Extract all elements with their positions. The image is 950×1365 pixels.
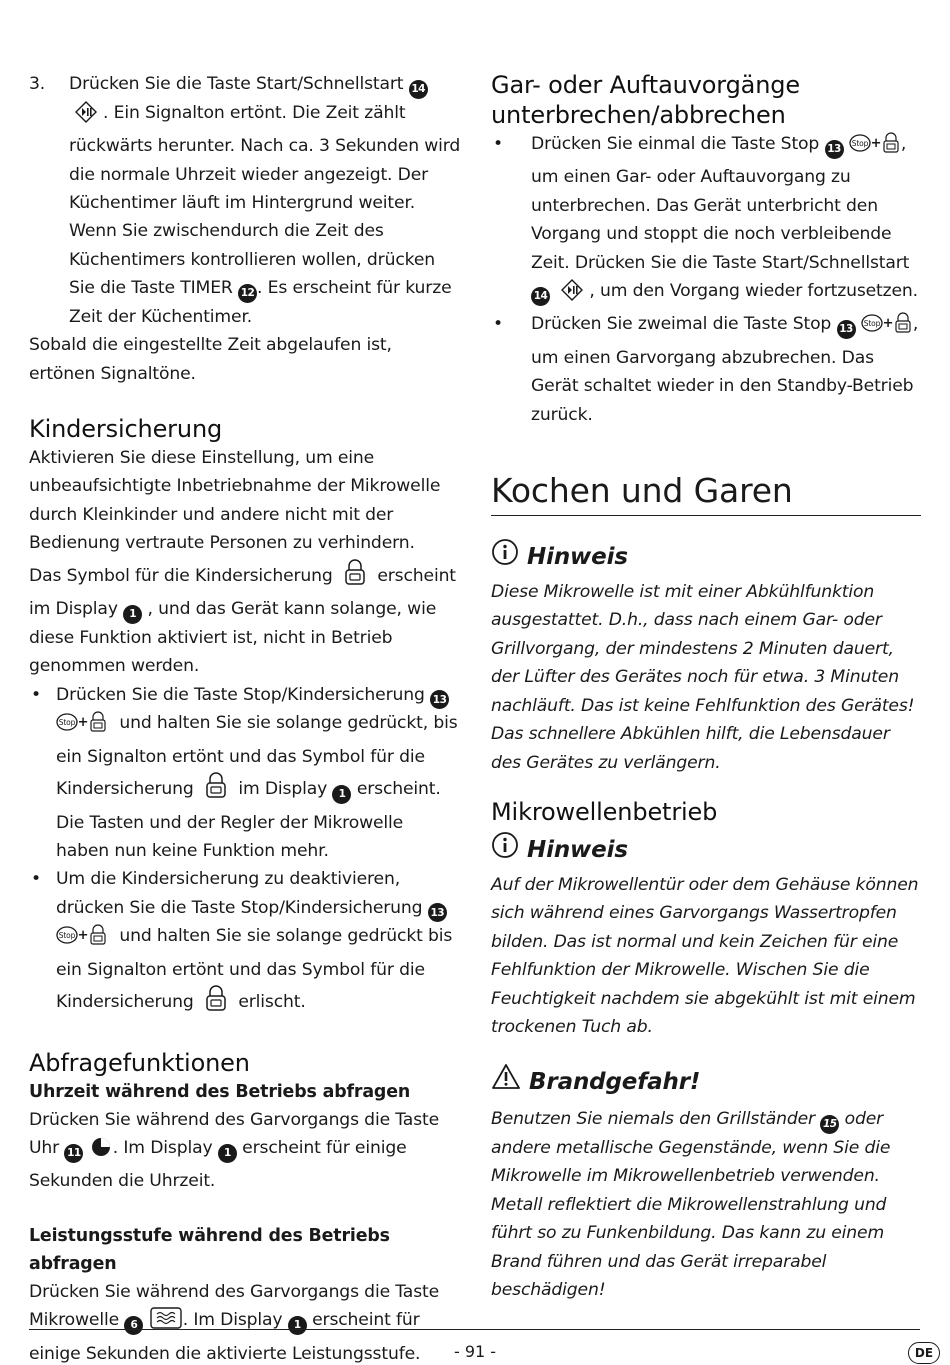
svg-text:+: + bbox=[77, 715, 89, 731]
kinder-p2: Das Symbol für die Kindersicherung erscheint im Display 1 , und das Gerät kann solange, wie diese Funktion aktiviert ist, nicht in Betrieb genommen werden. bbox=[29, 558, 461, 681]
svg-text:+: + bbox=[77, 928, 89, 944]
svg-text:Stop: Stop bbox=[58, 718, 76, 728]
leistung-text: Drücken Sie während des Garvorgangs die Taste Mikrowelle 6 . Im Display 1 erscheint für einige Sekunden die aktivierte Leistungsstufe. bbox=[29, 1281, 440, 1364]
ref-badge: 1 bbox=[332, 785, 351, 804]
ref-badge: 13 bbox=[825, 140, 844, 159]
step-number: 3. bbox=[29, 74, 46, 94]
stop-lock-icon bbox=[861, 312, 913, 343]
footer-divider bbox=[29, 1329, 920, 1330]
hint-text: Auf der Mikrowellentür oder dem Gehäuse können sich während eines Garvorgangs Wassertropfen bilden. Das ist normal und kein Zeichen für eine Fehlfunktion der Mikrowelle. Wischen Sie die Feuchtigkeit nachdem sie abgekühlt ist mit einem trockenen Tuch ab. bbox=[491, 874, 919, 1037]
clock-icon bbox=[89, 1136, 113, 1167]
hint-title: Hinweis bbox=[491, 538, 921, 576]
svg-text:+: + bbox=[882, 316, 894, 332]
gar-list bbox=[491, 130, 921, 429]
ref-badge: 12 bbox=[238, 284, 257, 303]
start-diamond-icon bbox=[69, 101, 103, 132]
right-column bbox=[491, 70, 921, 1304]
ref-badge: 13 bbox=[430, 690, 449, 709]
step-3 bbox=[29, 70, 461, 331]
hint-title: Hinweis bbox=[491, 831, 921, 869]
ref-badge: 13 bbox=[428, 903, 447, 922]
warning-triangle-icon bbox=[491, 1063, 521, 1101]
svg-text:Stop: Stop bbox=[863, 319, 881, 329]
step-3-text-2: Wenn Sie zwischendurch die Zeit des Küchentimers kontrollieren wollen, drücken Sie die Taste TIMER 12 . Es erscheint für kurze Zeit der Küchentimer. bbox=[69, 221, 452, 327]
lock-icon bbox=[205, 771, 227, 808]
ref-badge: 6 bbox=[124, 1316, 143, 1335]
svg-text:Stop: Stop bbox=[58, 931, 76, 941]
svg-text:Stop: Stop bbox=[851, 139, 869, 148]
abfragefunktionen-heading: Abfragefunktionen bbox=[29, 1048, 250, 1077]
left-column bbox=[29, 70, 461, 1365]
ref-badge: 14 bbox=[531, 287, 550, 306]
uhrzeit-subheading: Uhrzeit während des Betriebs abfragen bbox=[29, 1081, 411, 1102]
list-item: • Um die Kindersicherung zu deaktivieren, drücken Sie die Taste Stop/Kindersicherung 13 Stop + und halten Sie sie solange gedrückt bis ein Signalton ertönt und das Symbol für die Kindersicherung erlischt. bbox=[29, 865, 461, 1021]
kinder-p1: Aktivieren Sie diese Einstellung, um eine unbeaufsichtigte Inbetriebnahme der Mikrowelle durch Kleinkinder und andere nicht mit der Bedienung vertraute Personen zu verhindern. bbox=[29, 448, 441, 554]
after-steps-text: Sobald die eingestellte Zeit abgelaufen ist, ertönen Signaltöne. bbox=[29, 335, 392, 384]
info-icon bbox=[491, 538, 519, 576]
hint-text: Diese Mikrowelle ist mit einer Abkühlfunktion ausgestattet. D.h., dass nach einem Gar- oder Grillvorgang, der mindestens 2 Minuten dauert, der Lüfter des Gerätes noch für etwa. 3 Minuten nachläuft. Das ist keine Fehlfunktion des Gerätes! Das schnellere Abkühlen hilft, die Lebensdauer des Gerätes zu verlängern. bbox=[491, 582, 915, 773]
language-badge: DE bbox=[908, 1342, 940, 1364]
stop-lock-icon bbox=[849, 132, 901, 163]
stop-lock-icon bbox=[56, 711, 108, 742]
list-item: • Drücken Sie die Taste Stop/Kindersicherung 13 Stop + und halten Sie sie solange gedrückt, bis ein Signalton ertönt und das Symbol für die Kindersicherung im Display 1 erscheint. Die Tasten und der Regler der Mikrowelle haben nun keine Funktion mehr. bbox=[29, 681, 461, 866]
svg-text:+: + bbox=[870, 136, 882, 151]
lock-icon bbox=[344, 558, 366, 595]
gar-heading: Gar- oder Auftauvorgänge unterbrechen/abbrechen bbox=[491, 71, 800, 129]
start-diamond-icon bbox=[555, 279, 589, 310]
ref-badge: 1 bbox=[123, 605, 142, 624]
warning-title: Brandgefahr! bbox=[491, 1063, 921, 1101]
kindersicherung-heading: Kindersicherung bbox=[29, 415, 223, 444]
ref-badge: 1 bbox=[218, 1144, 237, 1163]
uhrzeit-text: Drücken Sie während des Garvorgangs die Taste Uhr 11 . Im Display 1 erscheint für einige Sekunden die Uhrzeit. bbox=[29, 1109, 440, 1192]
info-icon bbox=[491, 831, 519, 869]
step-3-text: Drücken Sie die Taste Start/Schnellstart 14 . Ein Signalton ertönt. Die Zeit zählt rückwärts herunter. Nach ca. 3 Sekunden wird die normale Uhrzeit wieder angezeigt. Der Küchentimer läuft im Hintergrund weiter. bbox=[69, 74, 461, 213]
ref-badge: 13 bbox=[837, 320, 856, 339]
mikrowellenbetrieb-heading: Mikrowellenbetrieb bbox=[491, 797, 718, 826]
stop-lock-icon bbox=[56, 924, 108, 955]
ref-badge: 14 bbox=[409, 80, 428, 99]
list-item: • Drücken Sie zweimal die Taste Stop 13 Stop + , um einen Garvorgang abzubrechen. Das Gerät schaltet wieder in den Standby-Betrieb zurück. bbox=[491, 310, 921, 429]
leistung-subheading: Leistungsstufe während des Betriebs abfragen bbox=[29, 1225, 390, 1274]
kochen-heading: Kochen und Garen bbox=[491, 469, 921, 516]
microwave-waves-icon bbox=[149, 1306, 183, 1339]
ref-badge: 15 bbox=[820, 1115, 839, 1134]
kinder-list bbox=[29, 681, 461, 1022]
page-number: - 91 - bbox=[453, 1342, 497, 1361]
ref-badge: 11 bbox=[64, 1144, 83, 1163]
warning-text: Benutzen Sie niemals den Grillständer 15 oder andere metallische Gegenstände, wenn Sie die Mikrowelle im Mikrowellenbetrieb verwenden. Metall reflektiert die Mikrowellenstrahlung und führt so zu Funkenbildung. Das kann zu einem Brand führen und das Gerät irreparabel beschädigen! bbox=[491, 1109, 891, 1301]
list-item: • Drücken Sie einmal die Taste Stop 13 Stop + , um einen Gar- oder Auftauvorgang zu unterbrechen. Das Gerät unterbricht den Vorgang und stoppt die noch verbleibende Zeit. Drücken Sie die Taste Start/Schnellstart 14 , um den Vorgang wieder fortzusetzen. bbox=[491, 130, 921, 310]
ref-badge: 1 bbox=[288, 1316, 307, 1335]
lock-icon bbox=[205, 984, 227, 1021]
